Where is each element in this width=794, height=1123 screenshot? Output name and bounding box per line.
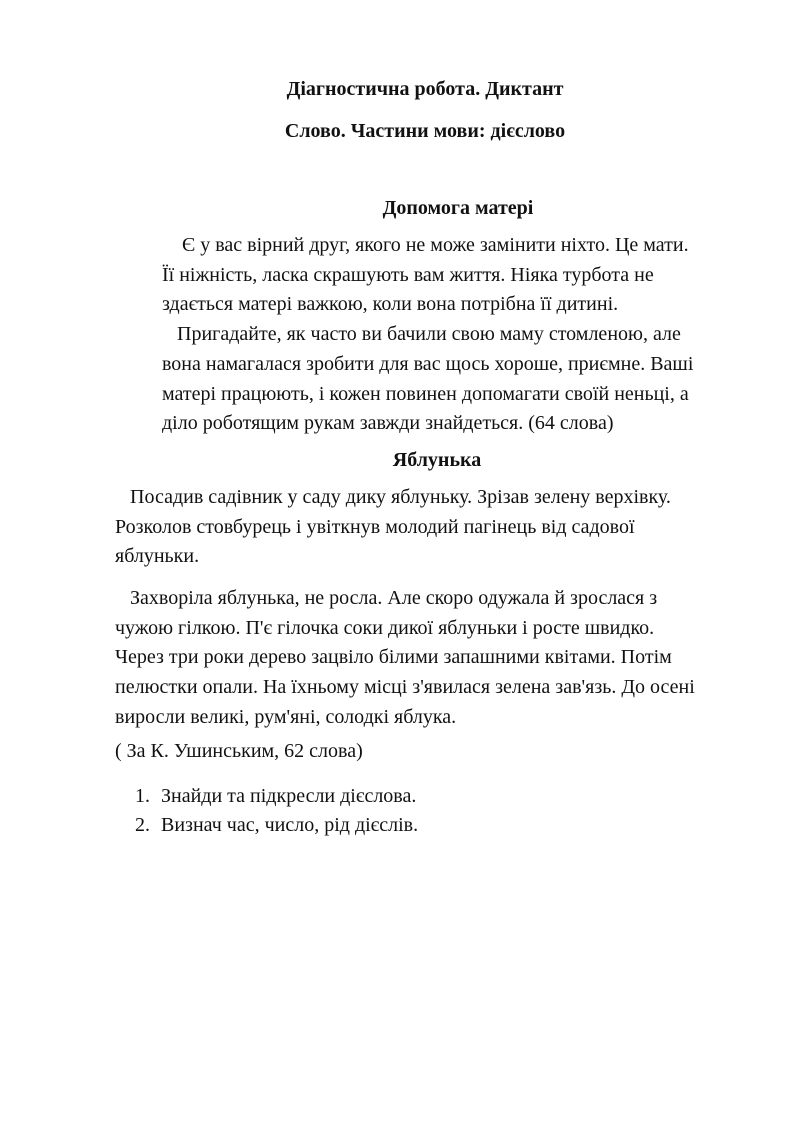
task-item: [135, 811, 418, 840]
text-line: Захворіла яблунька, не росла. Але скоро одужала й зрослася з: [115, 587, 658, 609]
text-line: чужою гілкою. П'є гілочка соки дикої яблуньки і росте швидко.: [115, 616, 655, 639]
text-line: Є у вас вірний друг, якого не може замінити ніхто. Це мати.: [162, 234, 689, 256]
text-line: Посадив садівник у саду дику яблуньку. Зрізав зелену верхівку.: [115, 486, 671, 508]
document-title: Діагностична робота. Диктант: [286, 78, 564, 100]
text2-paragraph-1: [115, 483, 775, 572]
task-text: Визнач час, число, рід дієслів.: [161, 814, 419, 836]
text-line: вона намагалася зробити для вас щось хороше, приємне. Ваші: [162, 352, 694, 375]
text2-source: ( За К. Ушинським, 62 слова): [115, 740, 363, 762]
task-list: [135, 782, 418, 840]
task-text: Знайди та підкресли дієслова.: [161, 785, 417, 807]
text-line: Через три роки дерево зацвіло білими запашними квітами. Потім: [115, 646, 672, 669]
text1-body: [162, 231, 762, 439]
task-number: 2.: [135, 814, 150, 836]
text-line: здається матері важкою, коли вона потрібна її дитині.: [162, 293, 619, 316]
text-line: Розколов стовбурець і увіткнув молодий пагінець від садової: [115, 515, 635, 538]
text2-title: Яблунька: [392, 449, 482, 471]
text-line: діло роботящим рукам завжди знайдеться. (64 слова): [162, 412, 614, 435]
text-line: Пригадайте, як часто ви бачили свою маму стомленою, але: [162, 323, 681, 346]
task-number: 1.: [135, 785, 150, 807]
text-line: Її ніжність, ласка скрашують вам життя. Ніяка турбота не: [162, 263, 654, 286]
text-line: яблуньки.: [115, 545, 200, 568]
text-line: виросли великі, рум'яні, солодкі яблука.: [115, 705, 457, 728]
text2-paragraph-2: [115, 584, 775, 733]
text-line: матері працюють, і кожен повинен допомагати своїй неньці, а: [162, 382, 689, 405]
text-line: пелюстки опали. На їхньому місці з'явилася зелена зав'язь. До осені: [115, 676, 695, 699]
document-subtitle: Слово. Частини мови: дієслово: [284, 120, 566, 142]
task-item: [135, 782, 418, 811]
text1-title: Допомога матері: [382, 197, 534, 219]
